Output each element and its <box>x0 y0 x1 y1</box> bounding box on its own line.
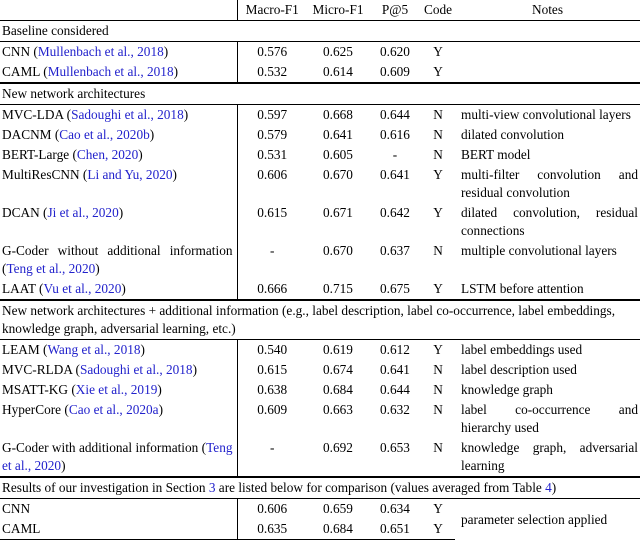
citation-link[interactable]: Mullenbach et al., 2018 <box>47 64 174 79</box>
model-name: G-Coder without additional information ( <box>2 243 233 276</box>
macro-f1-cell: 0.666 <box>237 279 307 300</box>
code-cell: Y <box>433 44 443 59</box>
model-cell <box>0 438 237 477</box>
p5-cell: 0.641 <box>380 362 410 377</box>
model-name: MultiResCNN ( <box>2 167 88 182</box>
code-cell: N <box>433 362 443 377</box>
notes-cell <box>455 42 640 63</box>
p5-cell: 0.641 <box>380 167 410 182</box>
micro-f1-cell: 0.670 <box>323 243 353 258</box>
model-cell <box>0 42 237 63</box>
micro-f1-cell: 0.670 <box>323 167 353 182</box>
macro-f1-cell: 0.609 <box>257 402 288 417</box>
p5-cell: 0.675 <box>369 279 421 300</box>
model-name-close: ) <box>173 64 179 79</box>
notes-cell: BERT model <box>461 147 531 162</box>
code-cell: Y <box>433 342 443 357</box>
notes-cell-spanning: parameter selection applied <box>461 511 608 527</box>
notes-cell: label description used <box>461 362 577 377</box>
code-cell: Y <box>433 501 443 516</box>
p5-cell: 0.632 <box>380 402 410 417</box>
code-cell: Y <box>421 62 455 83</box>
citation-link[interactable]: Cao et al., 2020a <box>68 402 159 417</box>
notes-cell: multiple convolutional layers <box>461 243 617 258</box>
micro-f1-cell: 0.641 <box>323 127 353 142</box>
model-name: G-Coder with additional information ( <box>2 440 207 455</box>
notes-cell: LSTM before attention <box>455 279 640 300</box>
section-title <box>0 477 640 499</box>
model-name-close: ) <box>121 281 126 296</box>
citation-link[interactable]: Vu et al., 2020 <box>43 281 122 296</box>
table-row-gcoder-without <box>0 241 640 279</box>
model-cell <box>0 125 237 145</box>
model-name-close: ) <box>183 107 189 122</box>
model-name-close: ) <box>192 362 198 377</box>
table-row-bert-large <box>0 145 640 165</box>
table-row-hypercore <box>0 400 640 438</box>
model-name: CNN <box>2 501 31 516</box>
code-cell: Y <box>421 519 455 540</box>
table-row-multirescnn <box>0 165 640 203</box>
p5-cell: 0.644 <box>380 382 410 397</box>
citation-link[interactable]: Cao et al., 2020b <box>59 127 150 142</box>
code-cell: N <box>433 382 443 397</box>
section-text: are listed below for comparison (values averaged from Table <box>215 480 546 495</box>
micro-f1-cell: 0.684 <box>323 382 353 397</box>
macro-f1-cell: 0.606 <box>257 167 288 182</box>
model-name: CNN ( <box>2 44 38 59</box>
model-cell <box>0 62 237 83</box>
code-cell: N <box>433 107 443 122</box>
table-4-link[interactable]: 4 <box>545 480 552 495</box>
citation-link[interactable]: Li and Yu, 2020 <box>87 167 173 182</box>
model-name-close: ) <box>172 167 177 182</box>
p5-cell: 0.651 <box>369 519 421 540</box>
table-row-laat <box>0 279 640 300</box>
table-row-dcan <box>0 203 640 241</box>
p5-cell: 0.642 <box>380 205 410 220</box>
model-name-close: ) <box>140 342 145 357</box>
micro-f1-cell: 0.625 <box>323 44 353 59</box>
section-title: New network architectures + additional information (e.g., label description, label co-occurrence, label embeddings, knowledge graph, adversarial learning, etc.) <box>0 300 640 340</box>
col-header-macro-f1: Macro-F1 <box>237 0 307 21</box>
model-name-close: ) <box>118 205 124 220</box>
micro-f1-cell: 0.619 <box>323 342 353 357</box>
model-cell <box>0 340 237 361</box>
model-name: LAAT ( <box>2 281 44 296</box>
citation-link[interactable]: Sadoughi et al., 2018 <box>71 107 184 122</box>
macro-f1-cell: 0.635 <box>237 519 307 540</box>
section-header-additional-info <box>0 300 640 340</box>
column-header-row <box>0 0 640 21</box>
table-row-cnn <box>0 42 640 63</box>
model-name-close: ) <box>95 261 100 276</box>
notes-cell: dilated convolution <box>461 127 565 142</box>
model-name: CAML <box>2 521 41 536</box>
col-header-notes: Notes <box>455 0 640 21</box>
section-title: Baseline considered <box>0 21 640 42</box>
col-header-micro-f1: Micro-F1 <box>307 0 369 21</box>
code-cell: N <box>433 402 443 417</box>
micro-f1-cell: 0.674 <box>323 362 353 377</box>
table-row-mvc-lda <box>0 105 640 126</box>
section-title: New network architectures <box>0 83 640 105</box>
p5-cell: 0.620 <box>380 44 410 59</box>
col-header-code: Code <box>421 0 455 21</box>
notes-cell: multi-view convolutional layers <box>461 107 631 122</box>
table-row-msatt-kg <box>0 380 640 400</box>
p5-cell: 0.616 <box>380 127 410 142</box>
model-cell <box>0 519 237 540</box>
micro-f1-cell: 0.715 <box>307 279 369 300</box>
notes-cell: knowledge graph, adversarial learning <box>455 438 640 477</box>
model-cell <box>0 400 237 438</box>
model-name: MSATT-KG ( <box>2 382 76 397</box>
model-cell <box>0 279 237 300</box>
code-cell: N <box>433 127 443 142</box>
code-cell: N <box>421 438 455 477</box>
model-name: BERT-Large ( <box>2 147 77 162</box>
micro-f1-cell: 0.605 <box>323 147 353 162</box>
citation-link[interactable]: Sadoughi et al., 2018 <box>79 362 193 377</box>
section-3-link[interactable]: 3 <box>208 480 216 495</box>
p5-cell: 0.634 <box>380 501 410 516</box>
model-name: DCAN ( <box>2 205 48 220</box>
notes-cell: knowledge graph <box>461 382 553 397</box>
model-cell <box>0 380 237 400</box>
table-row-gcoder-with <box>0 438 640 477</box>
citation-link[interactable]: Teng et al., 2020 <box>6 261 96 276</box>
micro-f1-cell: 0.684 <box>307 519 369 540</box>
model-name: MVC-RLDA ( <box>2 362 80 377</box>
table-row-mvc-rlda <box>0 360 640 380</box>
micro-f1-cell: 0.692 <box>307 438 369 477</box>
micro-f1-cell: 0.659 <box>323 501 353 516</box>
section-header-new-architectures <box>0 83 640 105</box>
col-header-p5: P@5 <box>369 0 421 21</box>
macro-f1-cell: 0.615 <box>257 205 288 220</box>
code-cell: Y <box>421 279 455 300</box>
macro-f1-cell: 0.638 <box>257 382 288 397</box>
macro-f1-cell: 0.576 <box>257 44 288 59</box>
p5-cell: 0.637 <box>380 243 410 258</box>
model-cell <box>0 105 237 126</box>
citation-link[interactable]: Teng et al., 2020 <box>2 440 233 473</box>
section-header-baseline <box>0 21 640 42</box>
notes-cell: label co-occurrence and hierarchy used <box>461 402 638 435</box>
model-name: MVC-LDA ( <box>2 107 72 122</box>
p5-cell: 0.653 <box>369 438 421 477</box>
macro-f1-cell: 0.606 <box>257 501 288 516</box>
p5-cell: 0.644 <box>380 107 410 122</box>
section-text: ) <box>551 480 557 495</box>
micro-f1-cell: 0.671 <box>323 205 353 220</box>
p5-cell: 0.609 <box>369 62 421 83</box>
model-name: CAML ( <box>2 64 48 79</box>
model-name-close: ) <box>149 127 155 142</box>
table-row-caml <box>0 62 640 83</box>
macro-f1-cell: - <box>270 243 275 258</box>
p5-cell: 0.612 <box>380 342 410 357</box>
model-name-close: ) <box>163 44 169 59</box>
table-row-leam <box>0 340 640 361</box>
notes-cell: multi-filter convolution and residual convolution <box>461 167 638 200</box>
col-header-model <box>0 0 237 21</box>
macro-f1-cell: 0.540 <box>257 342 288 357</box>
code-cell: N <box>433 243 443 258</box>
macro-f1-cell: 0.532 <box>237 62 307 83</box>
code-cell: Y <box>433 167 443 182</box>
macro-f1-cell: 0.579 <box>257 127 288 142</box>
model-name-close: ) <box>61 458 66 473</box>
code-cell: N <box>433 147 443 162</box>
model-name: DACNM ( <box>2 127 60 142</box>
table-row-dacnm <box>0 125 640 145</box>
table-row-cnn-ours <box>0 499 640 520</box>
section-header-our-results <box>0 477 640 499</box>
citation-link[interactable]: Chen, 2020 <box>76 147 139 162</box>
citation-link[interactable]: Xie et al., 2019 <box>75 382 158 397</box>
notes-cell <box>455 62 640 83</box>
model-name: HyperCore ( <box>2 402 69 417</box>
notes-cell: dilated convolution, residual connections <box>461 205 638 238</box>
model-name-close: ) <box>157 382 162 397</box>
micro-f1-cell: 0.668 <box>323 107 353 122</box>
macro-f1-cell: - <box>237 438 307 477</box>
p5-cell: - <box>392 147 398 162</box>
macro-f1-cell: 0.597 <box>257 107 288 122</box>
model-cell <box>0 499 237 520</box>
model-name: LEAM ( <box>2 342 48 357</box>
macro-f1-cell: 0.531 <box>257 147 288 162</box>
micro-f1-cell: 0.663 <box>323 402 353 417</box>
model-name-close: ) <box>158 402 164 417</box>
notes-cell: label embeddings used <box>461 342 583 357</box>
citation-link[interactable]: Wang et al., 2018 <box>47 342 141 357</box>
model-cell <box>0 360 237 380</box>
citation-link[interactable]: Mullenbach et al., 2018 <box>37 44 164 59</box>
macro-f1-cell: 0.615 <box>257 362 288 377</box>
model-cell <box>0 165 237 203</box>
code-cell: Y <box>433 205 443 220</box>
model-cell <box>0 241 237 279</box>
model-cell <box>0 145 237 165</box>
citation-link[interactable]: Ji et al., 2020 <box>47 205 119 220</box>
section-text: Results of our investigation in Section <box>2 480 209 495</box>
micro-f1-cell: 0.614 <box>307 62 369 83</box>
model-name-close: ) <box>138 147 143 162</box>
model-cell <box>0 203 237 241</box>
